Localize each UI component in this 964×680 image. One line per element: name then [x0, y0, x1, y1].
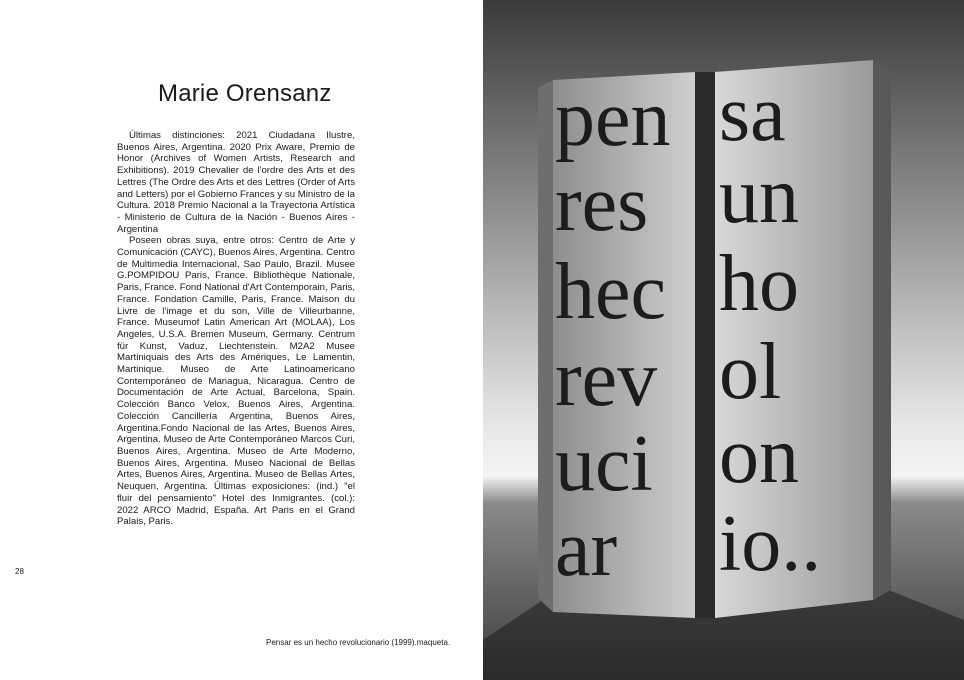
letters-line-3-left: hec	[555, 248, 667, 336]
letters-line-1-left: pen	[555, 75, 671, 163]
letters-line-6-right: io..	[719, 500, 822, 588]
letters-line-4-right: ol	[719, 328, 782, 416]
letters-line-4-left: rev	[555, 335, 658, 423]
biography-text	[117, 130, 355, 528]
letters-line-3-right: ho	[719, 240, 799, 328]
letters-line-5-right: on	[719, 412, 799, 500]
letters-line-2-left: res	[555, 160, 649, 248]
artwork-photo	[483, 0, 964, 680]
page-number: 28	[15, 567, 24, 576]
distinctions-paragraph: Últimas distinciones: 2021 Ciudadana Ilustre, Buenos Aires, Argentina. 2020 Prix Aware, Premio de Honor (Archives of Women Artists, Research and Exhibitions). 2019 Chevalier de l'ordre des Arts et des Lettres (The Ordre des Arts et des Lettres (Order of Arts and Letters) por el Gobierno Frances y su Ministro de la Cultura. 2018 Premio Nacional a la Trayectoria Artística - Ministerio de Cultura de la Nación - Buenos Aires - Argentina	[117, 130, 355, 235]
letters-line-2-right: un	[719, 152, 799, 240]
letters-line-6-left: ar	[555, 505, 618, 593]
collections-paragraph: Poseen obras suya, entre otros: Centro de Arte y Comunicación (CAYC), Buenos Aires, Argentina. Centro de Multimedia Internacional, Sao Paulo, Brazil. Musee G.POMPIDOU Paris, France. Bibliothèque Nationale, Paris, France. Fond National d'Art Contemporain, Paris, France. Fondation Camille, Paris, France. Maison du Livre de l'image et du son, Ville de Villeurbanne, France. Museumof Latin American Art (MOLAA), Los Angeles, U.S.A. Bremen Museum, Germany. Centrum für Kunst, Vaduz, Liechtenstein. M2A2 Musee Martiniquais des Arts des Amériques, Le Lamentin, Martinique. Museo de Arte Latinoamericano Contemporáneo de Managua, Nicaragua. Centro de Documentación de Arte Actual, Barcelona, Spain. Colección Banco Velox, Buenos Aires, Argentina. Colección Cancillería Argentina, Buenos Aires, Argentina.Fondo Nacional de las Artes, Buenos Aires, Argentina. Museo de Arte Contemporáneo Marcos Curi, Buenos Aires, Argentina. Museo de Arte Moderno, Buenos Aires, Argentina. Museo Nacional de Bellas Artes, Buenos Aires, Argentina. Museo de Bellas Artes, Neuquen, Argentina. Últimas exposiciones: (ind.) "el fluir del pensamiento" Hotel des Inmigrantes. (col.): 2022 ARCO Madrid, España. Art Paris en el Grand Palais, Paris.	[117, 235, 355, 528]
letters-line-1-right: sa	[719, 70, 786, 158]
letters-line-5-left: uci	[555, 420, 653, 508]
artist-name-title: Marie Orensanz	[158, 80, 332, 107]
cutout-letters	[483, 0, 964, 680]
image-caption: Pensar es un hecho revolucionario (1999).maqueta.	[266, 638, 451, 647]
